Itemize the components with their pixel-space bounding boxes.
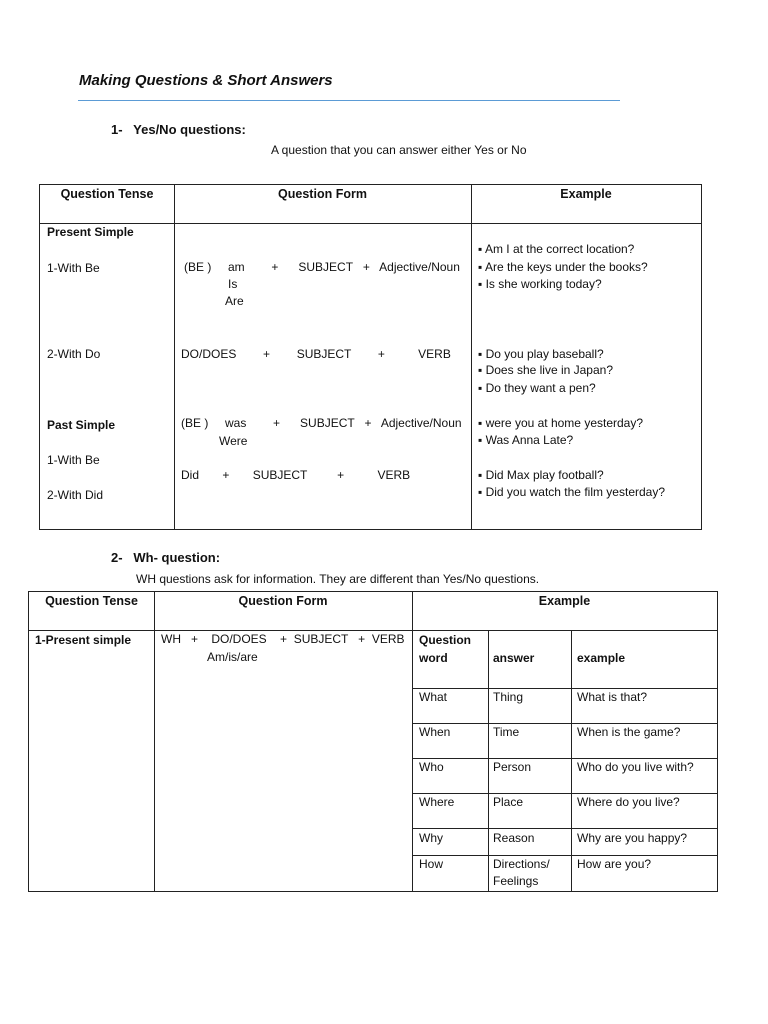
tense-past-with-be: 1-With Be [47,453,100,467]
sub-header-word: word [419,651,448,665]
wh-form-line: WH + DO/DOES + SUBJECT + VERB [161,632,405,646]
example-be-2: ▪ Are the keys under the books? [478,260,648,274]
tense-past-simple: Past Simple [47,418,116,432]
header-example: Example [560,187,612,201]
row-word: How [419,857,444,871]
example-did-2: ▪ Did you watch the film yesterday? [478,485,666,499]
row-example: Who do you live with? [577,760,694,774]
row-answer: Place [493,795,524,809]
form-be-are: Are [225,294,244,308]
header-question-form: Question Form [278,187,367,201]
section2-subtitle: WH questions ask for information. They are different than Yes/No questions. [136,572,540,586]
title-underline [78,100,620,101]
sub-header-example: example [577,651,626,665]
row-example: When is the game? [577,725,681,739]
tense-with-do: 2-With Do [47,347,101,361]
row-answer: Time [493,725,520,739]
page-title: Making Questions & Short Answers [79,72,333,89]
tense-past-with-did: 2-With Did [47,488,104,502]
row-word: What [419,690,448,704]
wh-header-question-tense: Question Tense [45,594,138,608]
form-be-is: Is [228,277,238,291]
row-example: How are you? [577,857,652,871]
wh-header-question-form: Question Form [238,594,328,608]
example-past-be-1: ▪ were you at home yesterday? [478,416,644,430]
example-do-2: ▪ Does she live in Japan? [478,363,614,377]
wh-header-example: Example [538,594,591,608]
form-past-be-line: (BE ) was + SUBJECT + Adjective/Noun [181,416,462,430]
wh-question-table [28,591,718,892]
section1-subtitle: A question that you can answer either Yes or No [271,143,527,157]
tense-present-simple: Present Simple [47,225,134,239]
example-do-1: ▪ Do you play baseball? [478,347,604,361]
form-past-be-were: Were [219,434,248,448]
row-answer: Thing [493,690,524,704]
section1-heading: 1- Yes/No questions: [111,122,246,137]
row-word: When [419,725,451,739]
sub-header-answer: answer [493,651,535,665]
example-be-1: ▪ Am I at the correct location? [478,242,635,256]
row-answer: Reason [493,831,535,845]
row-example: Where do you live? [577,795,680,809]
row-word: Why [419,831,443,845]
header-question-tense: Question Tense [60,187,154,201]
row-word: Where [419,795,455,809]
form-be-line: (BE ) am + SUBJECT + Adjective/Noun [184,260,460,274]
example-past-be-2: ▪ Was Anna Late? [478,433,574,447]
row-answer: Directions/ [493,857,550,871]
example-be-3: ▪ Is she working today? [478,277,602,291]
wh-tense-present-simple: 1-Present simple [35,633,132,647]
row-word: Who [419,760,444,774]
section2-heading: 2- Wh- question: [111,550,221,565]
form-do-line: DO/DOES + SUBJECT + VERB [181,347,451,361]
row-answer: Person [493,760,532,774]
example-do-3: ▪ Do they want a pen? [478,381,596,395]
example-did-1: ▪ Did Max play football? [478,468,604,482]
wh-form-be: Am/is/are [207,650,258,664]
form-did-line: Did + SUBJECT + VERB [181,468,411,482]
row-example: What is that? [577,690,648,704]
row-answer-line2: Feelings [493,874,539,888]
tense-with-be: 1-With Be [47,261,100,275]
yes-no-table [39,184,702,530]
row-example: Why are you happy? [577,831,688,845]
sub-header-question: Question [419,633,472,647]
